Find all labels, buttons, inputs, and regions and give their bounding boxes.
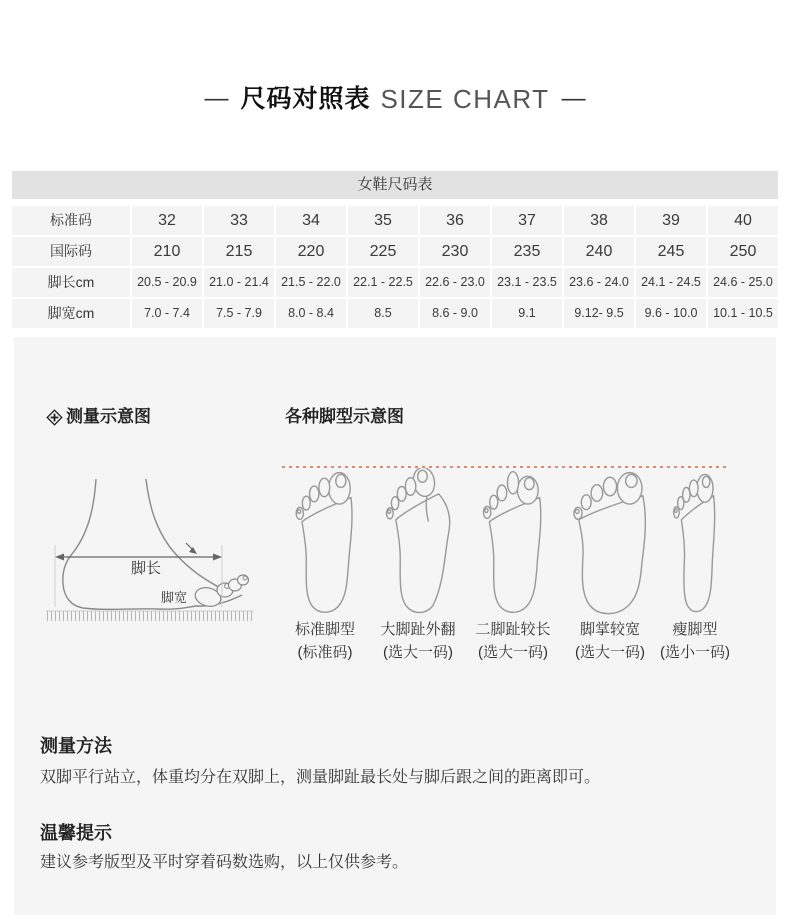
table-cell: 7.0 - 7.4 [132,299,202,328]
table-cell: 38 [564,206,634,235]
diamond-plus-icon [46,409,63,426]
table-row-foot-length [12,268,778,297]
foot-type-note: (选小一码) [660,644,730,661]
table-cell: 9.1 [492,299,562,328]
foot-bunion-icon [381,468,455,616]
table-cell: 210 [132,237,202,266]
foot-type-note: (选大一码) [478,644,548,661]
table-cell: 22.6 - 23.0 [420,268,490,297]
title-text-zh: 尺码对照表 [240,85,371,113]
table-cell: 33 [204,206,274,235]
foot-type-note: (选大一码) [383,644,453,661]
foot-types-heading: 各种脚型示意图 [285,407,404,426]
table-cell: 245 [636,237,706,266]
table-cell: 8.6 - 9.0 [420,299,490,328]
table-cell: 20.5 - 20.9 [132,268,202,297]
table-cell: 39 [636,206,706,235]
table-cell: 23.6 - 24.0 [564,268,634,297]
table-cell: 220 [276,237,346,266]
foot-standard-icon [289,468,361,616]
ground-hatch [46,611,254,621]
size-table [12,171,778,328]
table-cell: 8.0 - 8.4 [276,299,346,328]
tips-text: 建议参考版型及平时穿着码数选购，以上仅供参考。 [40,854,409,871]
title-dash-right: — [561,85,586,112]
table-cell: 235 [492,237,562,266]
foot-type-name: 二脚趾较长 [475,621,551,638]
table-cell: 22.1 - 22.5 [348,268,418,297]
size-table-title: 女鞋尺码表 [12,171,778,199]
row-label: 脚长cm [12,268,130,297]
table-cell: 230 [420,237,490,266]
table-cell: 24.1 - 24.5 [636,268,706,297]
method-heading: 测量方法 [40,736,112,756]
table-cell: 8.5 [348,299,418,328]
table-row-foot-width [12,299,778,328]
foot-type-note: (选大一码) [575,644,645,661]
table-row-standard-size [12,206,778,235]
info-panel [14,337,776,915]
title-dash-left: — [204,85,229,112]
row-label: 国际码 [12,237,130,266]
foot-type-name: 瘦脚型 [672,621,718,638]
measurement-heading-label: 测量示意图 [66,407,151,426]
method-text: 双脚平行站立，体重均分在双脚上，测量脚趾最长处与脚后跟之间的距离即可。 [40,769,601,786]
row-label: 标准码 [12,206,130,235]
table-cell: 10.1 - 10.5 [708,299,778,328]
foot-type-name: 脚掌较宽 [579,621,640,638]
table-row-intl-size [12,237,778,266]
foot-type-name: 大脚趾外翻 [380,621,456,638]
table-cell: 37 [492,206,562,235]
table-cell: 36 [420,206,490,235]
foot-width-label: 脚宽 [160,590,188,605]
table-cell: 240 [564,237,634,266]
table-cell: 35 [348,206,418,235]
foot-long-second-toe-icon [476,468,550,616]
page-title [0,0,790,116]
measurement-heading [46,405,151,429]
tips-heading: 温馨提示 [40,823,112,843]
foot-length-label: 脚长 [130,560,162,577]
table-cell: 9.6 - 10.0 [636,299,706,328]
foot-type-note: (标准码) [297,644,353,661]
table-cell: 7.5 - 7.9 [204,299,274,328]
table-cell: 32 [132,206,202,235]
table-cell: 9.12- 9.5 [564,299,634,328]
foot-type-label-narrow [633,618,757,664]
title-text-en: SIZE CHART [380,84,550,114]
foot-type-name: 标准脚型 [294,621,355,638]
table-cell: 21.5 - 22.0 [276,268,346,297]
table-cell: 23.1 - 23.5 [492,268,562,297]
table-cell: 34 [276,206,346,235]
table-cell: 225 [348,237,418,266]
table-cell: 215 [204,237,274,266]
table-cell: 40 [708,206,778,235]
foot-wide-icon [569,468,651,616]
row-label: 脚宽cm [12,299,130,328]
table-cell: 250 [708,237,778,266]
foot-narrow-icon [664,468,726,616]
foot-measurement-diagram [38,449,270,621]
table-cell: 24.6 - 25.0 [708,268,778,297]
table-cell: 21.0 - 21.4 [204,268,274,297]
